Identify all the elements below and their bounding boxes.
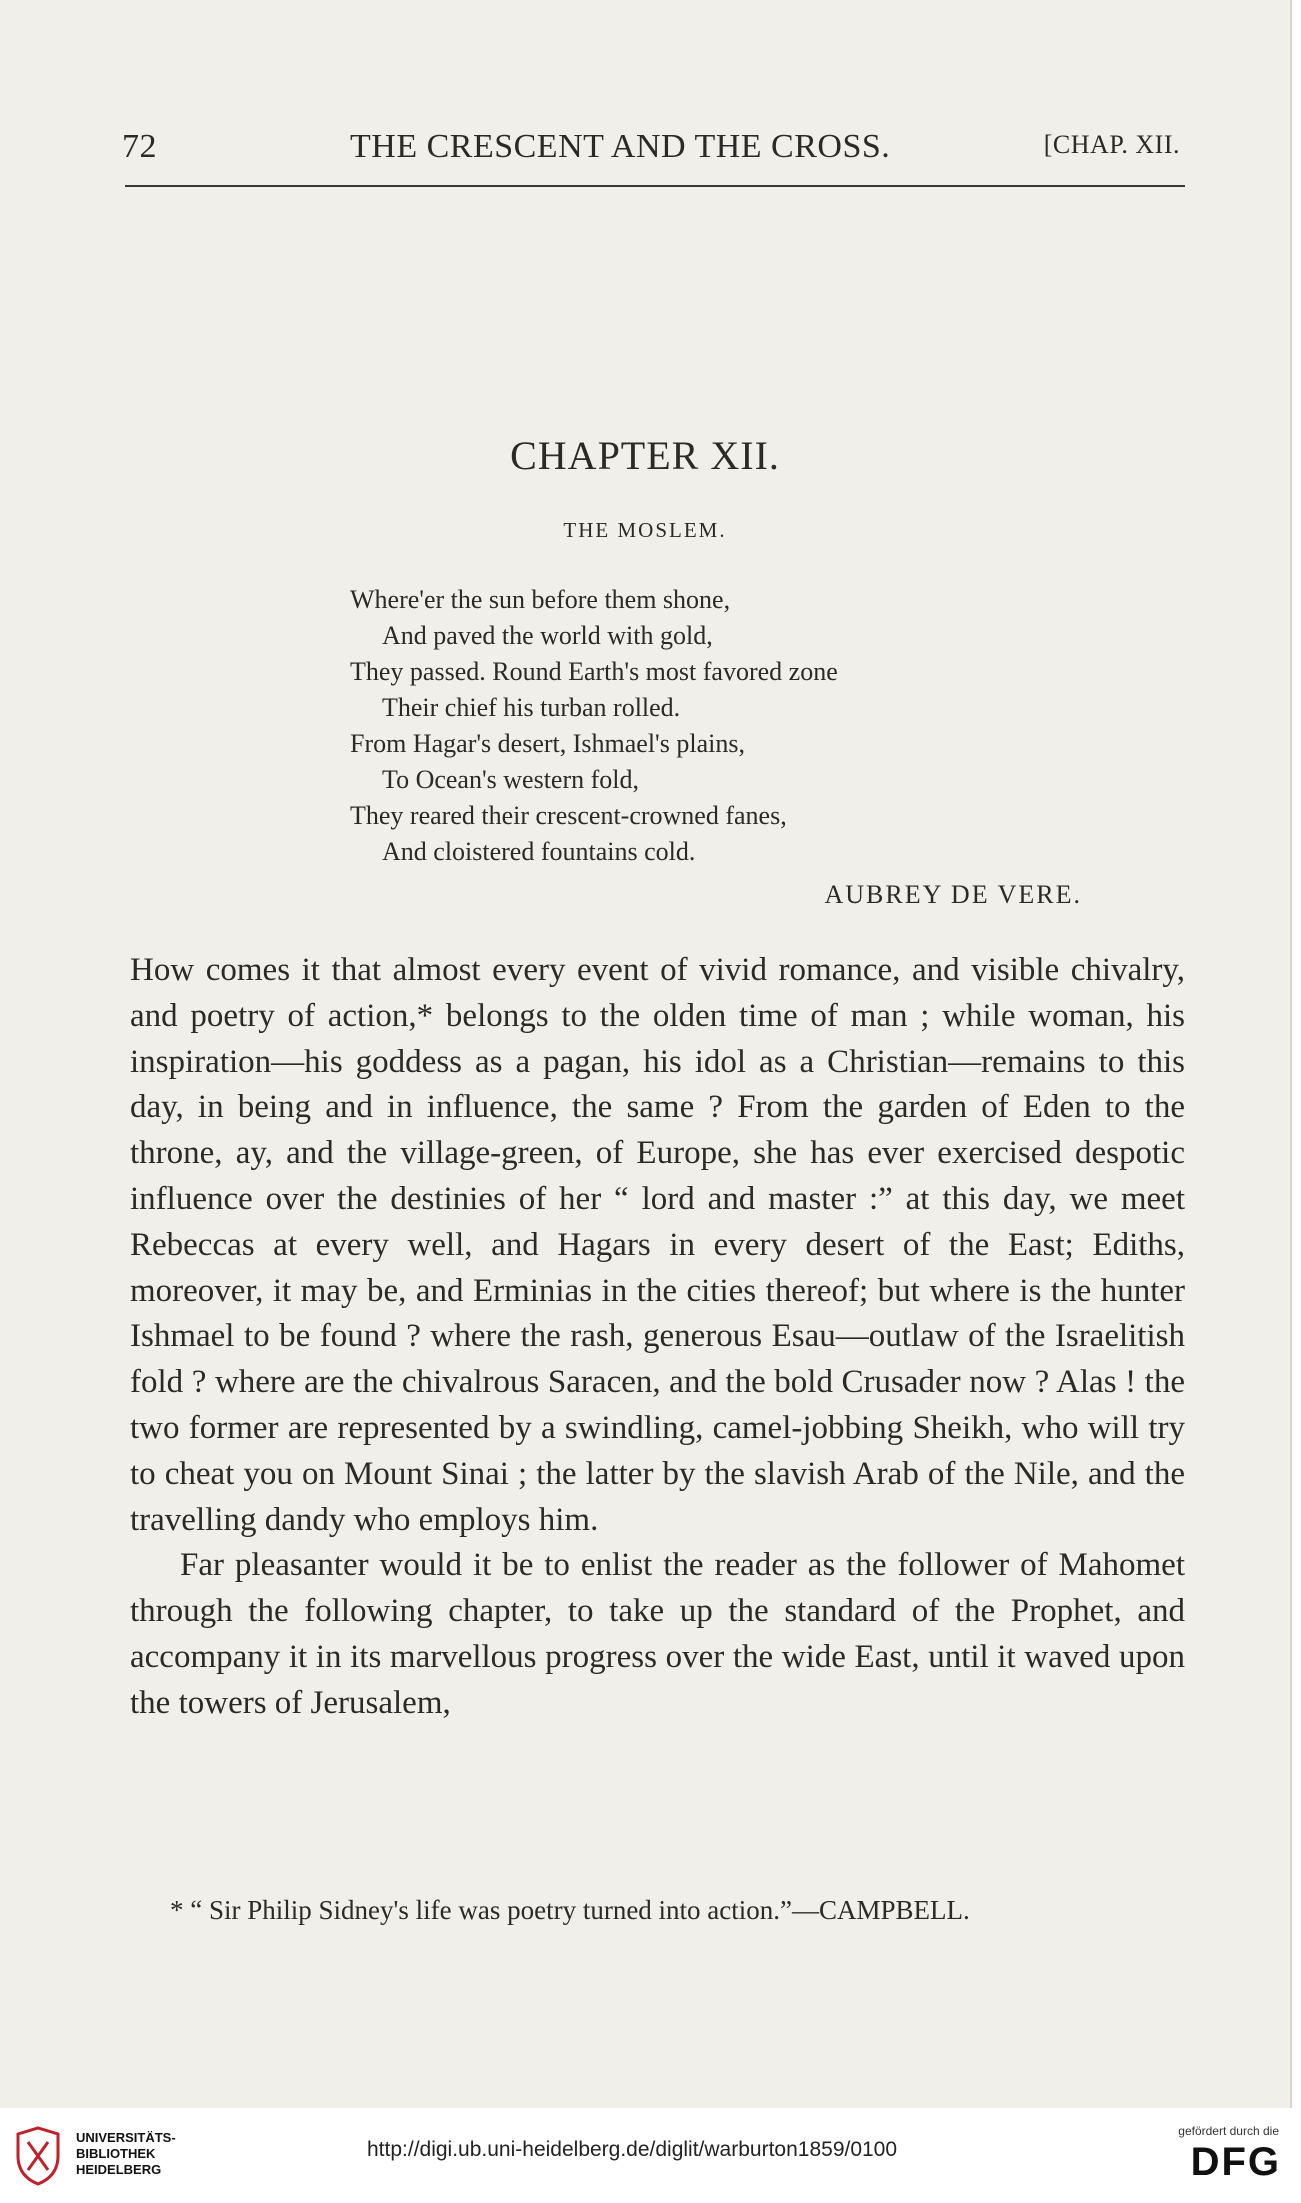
poem-line: And cloistered fountains cold.	[382, 837, 696, 866]
body-text	[130, 948, 1185, 1727]
running-title: THE CRESCENT AND THE CROSS.	[350, 128, 891, 165]
poem-line: They reared their crescent-crowned fanes,	[350, 801, 787, 830]
viewer-footer	[0, 2108, 1301, 2203]
poem-line: Their chief his turban rolled.	[382, 693, 681, 722]
page-number: 72	[122, 128, 157, 165]
footnote: * “ Sir Philip Sidney's life was poetry turned into action.”—CAMPBELL.	[170, 1895, 970, 1925]
poem-line: Where'er the sun before them shone,	[350, 585, 731, 614]
chapter-title: CHAPTER XII.	[510, 433, 780, 478]
paragraph: Far pleasanter would it be to enlist the reader as the follower of Mahomet through the following chapter, to take up the standard of the Prophet, and accompany it in its marvellous progress over the wide East, until it waved upon the towers of Jerusalem,	[130, 1547, 1185, 1721]
university-seal-icon	[12, 2126, 64, 2186]
epigraph-poem	[350, 582, 1110, 870]
source-url-link[interactable]: http://digi.ub.uni-heidelberg.de/diglit/warburton1859/0100	[367, 2138, 898, 2161]
poem-line: To Ocean's western fold,	[382, 765, 640, 794]
poem-line: From Hagar's desert, Ishmael's plains,	[350, 729, 745, 758]
poem-attribution: AUBREY DE VERE.	[824, 880, 1082, 909]
paragraph: How comes it that almost every event of vivid romance, and visible chivalry, and poetry of action,* belongs to the olden time of man ; while woman, his inspiration—his goddess as a pagan, his idol as a Christian—remains to this day, in being and in influence, the same ? From the garden of Eden to the throne, ay, and the village-green, of Europe, she has ever exercised despotic influence over the destinies of her “ lord and master :” at this day, we meet Rebeccas at every well, and Hagars in every desert of the East; Ediths, moreover, it may be, and Erminias in the cities thereof; but where is the hunter Ishmael to be found ? where the rash, generous Esau—outlaw of the Israelitish fold ? where are the chivalrous Saracen, and the bold Crusader now ? Alas ! the two former are represented by a swindling, camel-jobbing Sheikh, who will try to cheat you on Mount Sinai ; the latter by the slavish Arab of the Nile, and the travelling dandy who employs him.	[130, 952, 1185, 1538]
funded-by-label: gefördert durch die	[1178, 2124, 1279, 2138]
university-library-name: UNIVERSITÄTS- BIBLIOTHEK HEIDELBERG	[76, 2130, 176, 2177]
poem-line: They passed. Round Earth's most favored zone	[350, 657, 838, 686]
running-header	[120, 128, 1180, 168]
header-rule	[125, 185, 1185, 187]
chapter-subtitle: THE MOSLEM.	[563, 518, 727, 542]
chapter-reference: [CHAP. XII.	[1043, 130, 1180, 159]
poem-line: And paved the world with gold,	[382, 621, 713, 650]
dfg-logo: DFG	[1190, 2140, 1281, 2184]
